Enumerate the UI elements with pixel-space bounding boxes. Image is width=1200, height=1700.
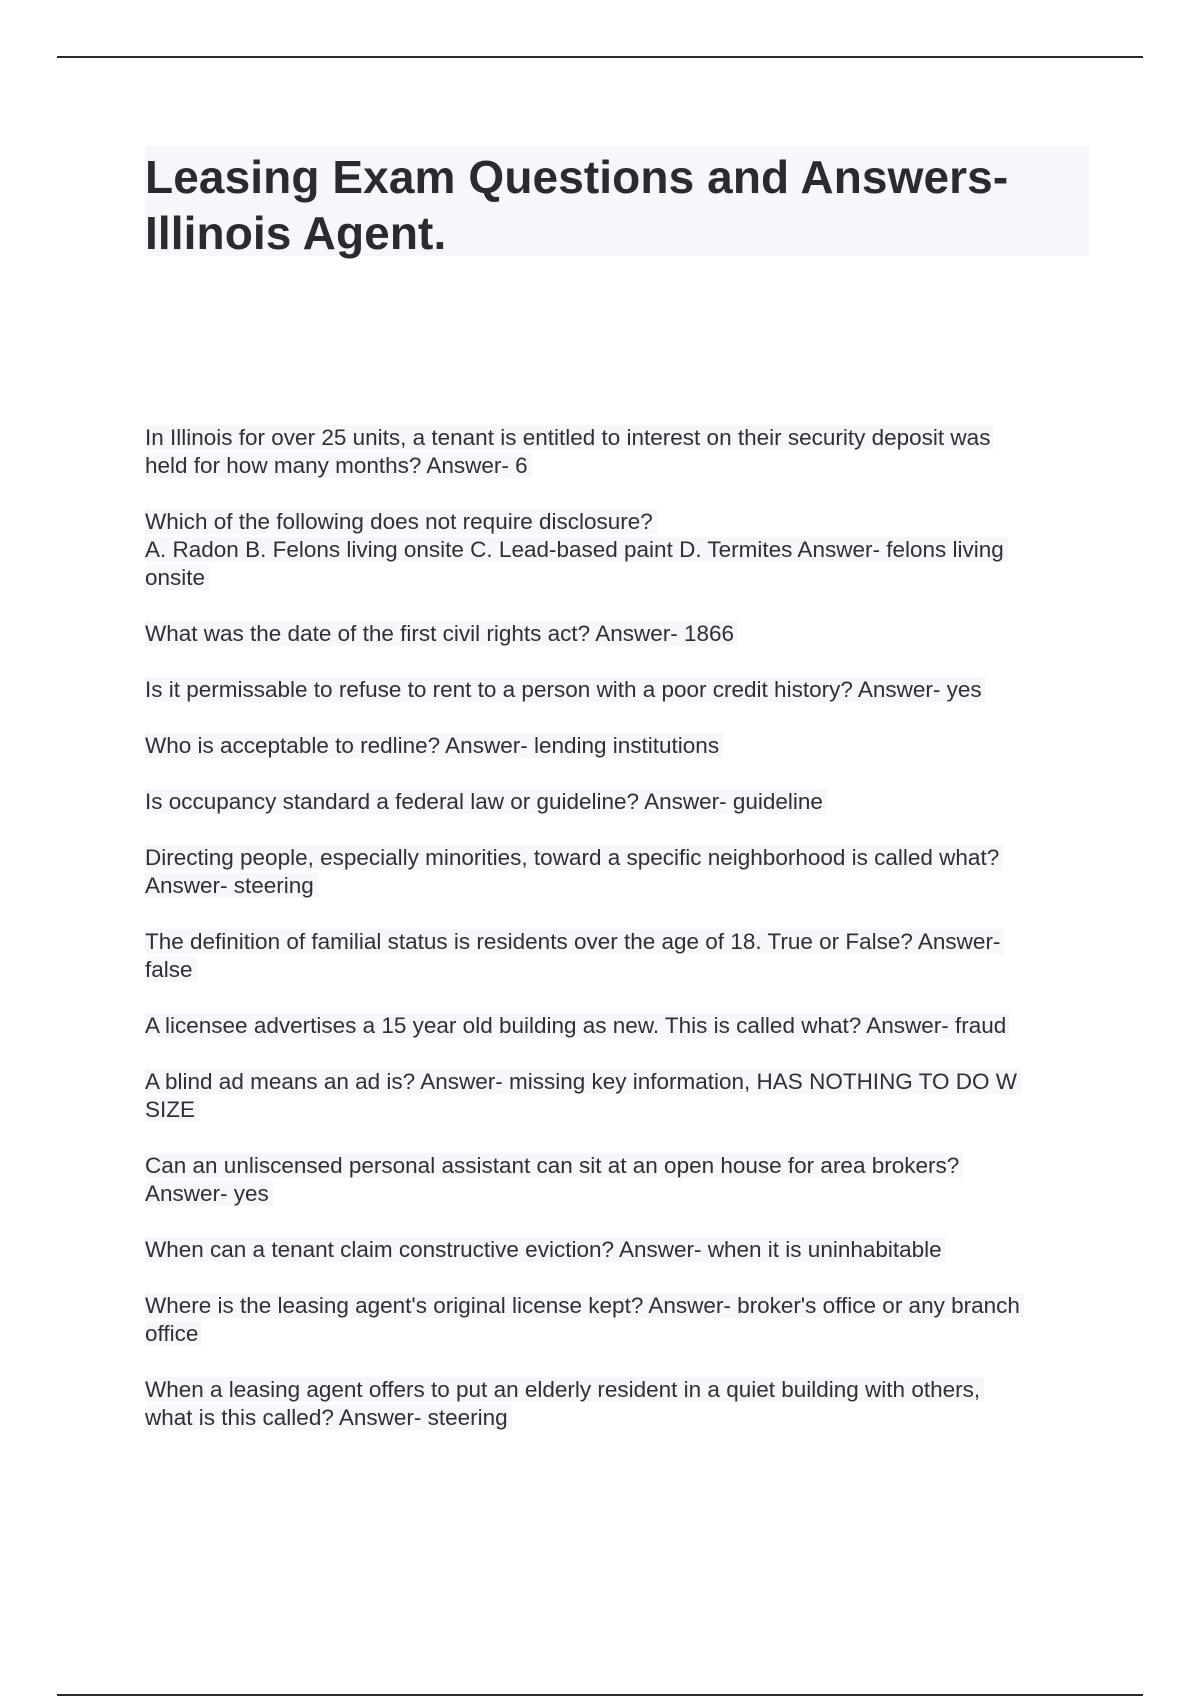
qa-text: A. Radon B. Felons living onsite C. Lead-based paint D. Termites Answer- felons living [145,537,1008,562]
qa-item [145,424,1105,480]
qa-item [145,1292,1105,1348]
qa-line [145,1320,1105,1348]
document-title [145,146,1089,261]
qa-line [145,956,1105,984]
qa-item [145,844,1105,900]
qa-line [145,732,1105,760]
qa-line [145,1180,1105,1208]
qa-text: When a leasing agent offers to put an elderly resident in a quiet building with others, [145,1377,984,1402]
qa-item [145,732,1105,760]
qa-text: Which of the following does not require disclosure? [145,509,657,534]
qa-line [145,872,1105,900]
qa-text: What was the date of the first civil rights act? Answer- 1866 [145,621,738,646]
qa-text: false [145,957,197,982]
qa-text: Who is acceptable to redline? Answer- lending institutions [145,733,723,758]
qa-line [145,1068,1105,1096]
qa-item [145,788,1105,816]
qa-line [145,1376,1105,1404]
qa-item [145,676,1105,704]
title-line-2: Illinois Agent. [145,207,447,259]
qa-text: Answer- steering [145,873,318,898]
qa-item [145,620,1105,648]
qa-text: Directing people, especially minorities, toward a specific neighborhood is called what? [145,845,1003,870]
qa-text: Is it permissable to refuse to rent to a person with a poor credit history? Answer- yes [145,677,986,702]
bottom-rule [57,1694,1143,1696]
qa-item [145,928,1105,984]
qa-line [145,1236,1105,1264]
qa-line [145,1152,1105,1180]
qa-item [145,1152,1105,1208]
qa-text: A licensee advertises a 15 year old building as new. This is called what? Answer- fraud [145,1013,1010,1038]
qa-line [145,788,1105,816]
qa-line [145,452,1105,480]
qa-text: Answer- yes [145,1181,273,1206]
qa-line [145,1292,1105,1320]
qa-text: The definition of familial status is residents over the age of 18. True or False? Answer- [145,929,1004,954]
qa-item [145,1068,1105,1124]
qa-line [145,1404,1105,1432]
qa-text: A blind ad means an ad is? Answer- missing key information, HAS NOTHING TO DO W [145,1069,1021,1094]
top-rule [57,56,1143,58]
qa-text: Is occupancy standard a federal law or guideline? Answer- guideline [145,789,827,814]
qa-line [145,1096,1105,1124]
qa-item [145,508,1105,592]
title-block [145,146,1089,259]
qa-text: what is this called? Answer- steering [145,1405,512,1430]
qa-text: When can a tenant claim constructive eviction? Answer- when it is uninhabitable [145,1237,946,1262]
qa-line [145,1012,1105,1040]
qa-line [145,424,1105,452]
qa-text: onsite [145,565,209,590]
qa-item [145,1376,1105,1432]
qa-line [145,620,1105,648]
qa-line [145,844,1105,872]
qa-line [145,536,1105,564]
qa-text: Can an unliscensed personal assistant can sit at an open house for area brokers? [145,1153,963,1178]
qa-text: held for how many months? Answer- 6 [145,453,532,478]
qa-item [145,1012,1105,1040]
qa-list [145,424,1105,1460]
qa-line [145,508,1105,536]
qa-text: Where is the leasing agent's original license kept? Answer- broker's office or any branch [145,1293,1024,1318]
qa-item [145,1236,1105,1264]
qa-line [145,676,1105,704]
qa-line [145,564,1105,592]
qa-text: office [145,1321,202,1346]
title-line-1: Leasing Exam Questions and Answers- [145,151,1009,203]
qa-line [145,928,1105,956]
qa-text: In Illinois for over 25 units, a tenant is entitled to interest on their security deposit was [145,425,994,450]
qa-text: SIZE [145,1097,199,1122]
